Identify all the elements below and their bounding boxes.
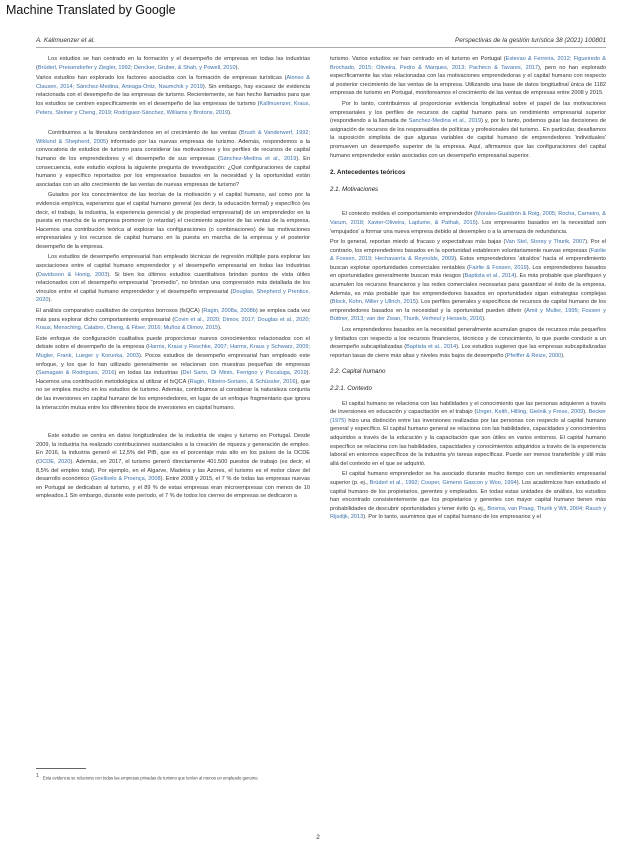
citation-link[interactable]: Van Stel, Storey y Thurik, 2007	[505, 239, 586, 246]
body-text: El análisis comparativo cualitativo de conjuntos borrosos (fsQCA) (	[36, 308, 204, 315]
body-text: ).	[583, 409, 589, 416]
paragraph	[330, 400, 606, 469]
citation-link[interactable]: Kallmuenzer, Kraus, Peters, Steiner y Cheng, 2019; Rodríguez-Sánchez, Williams y Brotons, 2019	[36, 100, 310, 116]
citation-link[interactable]: Estevao & Ferreira, 2012; Figueiredo & Brochado, 2015; Oliveira, Pedro & Marques, 2013; Pacheco & Tavares, 2017	[330, 56, 607, 71]
body-text: ), que no se emplea mucho en los estudios de turismo. Además, contribuimos al considerar la naturaleza conjunta de las inversiones en capital humano de los emprendedores, en lugar de un enfoque fragmentario que ignora la interacción mutua entre los diferentes tipos de inversiones en capital humano.	[36, 378, 310, 411]
paragraph	[36, 253, 310, 305]
body-text: ). Los perfiles generales y específicos de recursos de capital humano de los emprendedores basados en la necesidad y la oportunidad pueden diferir (	[330, 299, 606, 314]
right-column	[330, 55, 606, 524]
body-text: Varios estudios han explorado los factores asociados con la formación de empresas turísticas (	[36, 75, 287, 82]
citation-link[interactable]: Alonso & Clausen, 2014; Sánchez-Medina, Arteaga-Ortiz, Naumchik y 2019	[36, 75, 311, 90]
body-text: ).	[228, 109, 232, 116]
citation-link[interactable]: Harms, Kraus y Reschke, 2007; Harms, Kraus y Schwarz, 2009; Mugler, Frank, Lueger y Korunka, 2003	[36, 344, 310, 359]
paragraph	[330, 326, 606, 360]
paragraph	[330, 100, 606, 160]
citation-link[interactable]: Covin et al., 2020; Dimov, 2017; Douglas et al., 2020; Kraus, Mensching, Calabro, Cheng, & Filser, 2016; Muñoz & Dimov, 2015	[36, 316, 310, 332]
body-text: ). Pocos estudios de desempeño empresarial han empleado este enfoque, y los que lo han utilizado generalmente se relacionan con muestras pequeñas de empresas (	[36, 353, 310, 377]
body-text: hizo una distinción entre las inversiones realizadas por las personas con respecto al capital humano general y específico. El capital humano general se relaciona con las habilidades, capacidades y conocimientos adquiridos a través de la educación y la capacitación que son útiles en varios entornos. El capital humano específico se relaciona con las habilidades, capacidades y conocimientos adquiridos a través de la experiencia laboral en entornos específicos de la industria y/o tareas específicas. Puede ser menos transferible y útil más allá del contexto en el que se adquirió.	[330, 417, 606, 467]
left-column	[36, 55, 310, 503]
citation-link[interactable]: Brüderl et al., 1992; Cooper, Gimeno Gascon y Woo, 1994	[369, 479, 517, 486]
body-text: Contribuimos a la literatura centrándonos en el crecimiento de las ventas (	[48, 130, 241, 137]
paragraph	[36, 55, 310, 72]
citation-link[interactable]: Sanchez-Medina et al., 2019	[408, 118, 482, 125]
citation-link[interactable]: Brush & Vanderwerf, 1992; Wiklund & Shepherd, 2005	[36, 130, 311, 145]
footnote-text: Esta evidencia se relaciona con todas las empresas privadas de turismo que tenían al menos un empleado genuino.	[42, 775, 259, 781]
citation-link[interactable]: Davidsson & Honig, 2003	[37, 271, 108, 278]
body-text: ).	[48, 297, 52, 304]
body-text: ) en todas las industrias (	[114, 370, 183, 377]
body-text: Los emprendedores basados en la necesidad generalmente acumulan grupos de recursos más pequeños y limitados con respecto a los recursos financieros, técnicos y de conocimiento, lo que puede conducir a un desempeño subcapitalizadas (	[330, 327, 606, 351]
subsection-heading: 2.2. Capital humano	[330, 368, 386, 376]
citation-link[interactable]: Becker (1975)	[330, 409, 606, 424]
paragraph	[36, 335, 310, 412]
citation-link[interactable]: Block, Kohn, Miller y Ullrich, 2015	[331, 299, 416, 306]
running-header-journal: Perspectivas de la gestión turística 38 (2021) 100801	[455, 37, 606, 44]
paragraph	[36, 432, 310, 501]
citation-link[interactable]: Fairlie & Fossen, 2019; Hechavarría & Reynolds, 2009	[330, 247, 606, 263]
body-text: El capital humano se relaciona con las habilidades y el conocimiento que las personas adquieren a través de inversiones en educación y capacitación en el trabajo (	[330, 400, 606, 416]
citation-link[interactable]: Unger, Keith, Hilling, Gielnik y Frese, 2009	[476, 409, 584, 416]
citation-link[interactable]: Sánchez-Medina et al., 2019	[219, 155, 297, 162]
footnote	[36, 773, 286, 781]
body-text: ). Los estudios sugieren que las empresas subcapitalizadas reportan tasas de cierre más altas y niveles más bajos de desempeño (	[330, 344, 606, 359]
paragraph	[36, 74, 310, 117]
citation-link[interactable]: Ragin, Ribeiro-Soriano, & Schüssler, 2016	[189, 378, 296, 385]
body-text: Por lo general, reportan miedo al fracaso y expectativas más bajas (	[330, 239, 506, 246]
body-text: Los estudios de desempeño empresarial han empleado técnicas de regresión múltiple para explorar las asociaciones entre el capital humano emprendedor y el desempeño empresarial en todas las industrias (	[36, 254, 310, 278]
body-text: ), pero no han explorado específicamente las vías relacionadas con las motivaciones emprendedoras y el capital humano con respecto al posterior crecimiento de las ventas de la empresa. Utilizando una base de datos longitudinal única de 1182 empresas de turismo en Portugal, monitoreamos el crecimiento de las ventas de empresas entre 2008 y 2015.	[330, 64, 607, 97]
paragraph	[36, 307, 310, 333]
body-text: ) se emplea cada vez más para explorar dicho comportamiento empresarial (	[36, 308, 310, 323]
citation-link[interactable]: Samagaio & Rodrigues, 2016	[37, 370, 115, 377]
paragraph	[36, 129, 310, 189]
body-text: ).	[235, 64, 240, 71]
body-text: Este estudio se centra en datos longitudinales de la industria de viajes y turismo en Portugal. Desde 2009, la industria ha realizado contribuciones sustanciales a la creación de riqueza y generación de empleo. En 2016, la industria generó el 12,5% del PIB, que es el porcentaje más alto en los países de la OCDE (	[36, 433, 310, 465]
machine-translation-banner: Machine Translated by Google	[6, 3, 176, 17]
body-text: ). En consecuencia, este estudio explora la siguiente pregunta de investigación: ¿Qué configuraciones de capital humano y específico reportados por los empresarios basados en la necesidad y la oportunidad están asociadas con un alto crecimiento de las ventas de nuevas empresas de turismo?	[36, 155, 310, 188]
body-text: ). Sin embargo, hay escasez de evidencia relacionada con el desempeño de las empresas de turismo. Recientemente, se han hecho llamados para que los estudios se centren específicamente en el desempeño de las empresas de turismo (	[36, 83, 310, 107]
body-text: Los estudios se han centrado en la formación y el desempeño de empresas en todas las industrias (	[36, 56, 310, 71]
citation-link[interactable]: Brüderl, Preisendorfer y Ziegler, 1992; Dencker, Gruber, & Shah, y Powell, 2010	[37, 64, 236, 71]
body-text: ). Estos emprendedores 'atraídos' hacia el emprendimiento buscan explotar oportunidades comerciales rentables (	[330, 256, 606, 271]
paragraph	[330, 238, 606, 324]
body-text: turismo. Varios estudios se han centrado en el turismo en Portugal (	[330, 56, 506, 62]
body-text: ). Los empresarios basados en la necesidad son 'empujados' a formar una nueva empresa debido al desempleo o a la amenaza de redundancia.	[330, 219, 607, 235]
citation-link[interactable]: Douglas, Shepherd y Prentice, 2020	[36, 288, 311, 304]
body-text: ). Además, en 2017, el turismo generó directamente 401.500 puestos de trabajo (es decir, el 8,5% del empleo total). Por ejemplo, en el Algarve, Madeira y las Azores, el turismo es el motor clave del desarrollo económico (	[36, 458, 310, 483]
citation-link[interactable]: Amit y Muller, 1995; Fossen y Büttner, 2013; van der Zwan, Thurik, Verheul y Hessels, 2016	[330, 307, 606, 323]
body-text: Este enfoque de configuración cualitativa puede proporcionar nuevos conocimientos relacionados con el debate sobre el desempeño de la empresa (	[36, 335, 310, 351]
citation-link[interactable]: Del Sarto, Di Minin, Ferrigno y Piccaluga, 2019	[182, 370, 307, 377]
citation-link[interactable]: Pfeiffer & Reize, 2000	[506, 352, 562, 359]
subsection-heading: 2.1. Motivaciones	[330, 185, 379, 193]
body-text: ). Es más probable que planifiquen y acumulen los recursos financieros y las redes comerciales necesarias para garantizar el éxito de la empresa. Además, es más probable que los emprendedores basados en oportunidades sigan estrategias complejas (	[330, 273, 606, 306]
citation-link[interactable]: Baptista et al., 2014	[406, 344, 457, 351]
body-text: ). Por lo tanto, asumimos que el capital humano de los empresarios y el	[363, 514, 541, 521]
citation-link[interactable]: Bosma, van Praag, Thurik y Wit, 2004; Rauch y Rijsdijk, 2013	[330, 505, 606, 521]
body-text: ). Los emprendedores basados en oportunidades generalmente buscan más riesgos (	[330, 264, 606, 280]
body-text: ).	[561, 352, 565, 359]
body-text: ) informado por las nuevas empresas de turismo. Además, respondemos a la convocatoria de estudios de turismo para considerar las motivaciones y los perfiles de recursos de capital humano de los emprendedores y el desempeño de sus empresas (	[36, 138, 310, 162]
page-number: 2	[316, 834, 320, 841]
paragraph	[36, 191, 310, 251]
citation-link[interactable]: Goelloelo & Proença, 2008	[93, 476, 161, 483]
section-heading: 2. Antecedentes teóricos	[330, 169, 406, 177]
body-text: ). Entre 2008 y 2015, el 7 % de todas las empresas nuevas en Portugal se dedicaban al turismo, y el 89 % de estas empresas eran microempresas con menos de 10 empleados.1 Sin embargo, durante este período, el 7 % de todos los cierres de empresas se dedicaron a	[36, 476, 310, 500]
body-text: ). Hacemos una contribución metodológica al utilizar el fsQCA (	[36, 370, 310, 385]
footnote-rule	[36, 768, 86, 769]
citation-link[interactable]: OCDE, 2020	[37, 458, 71, 465]
subsection-heading: 2.2.1. Contexto	[330, 385, 372, 392]
body-text: El capital humano emprendedor se ha asociado durante mucho tiempo con un rendimiento empresarial superior (p. ej.,	[330, 471, 606, 486]
body-text: ). Si bien los últimos estudios cuantitativos brindan puntos de vista útiles relacionados con el desempeño empresarial "promedio", no brindan una comprensión más detallada de los vínculos entre el capital humano emprendedor y el desempeño empresarial (	[36, 271, 310, 295]
body-text: ).	[218, 325, 222, 332]
running-header-authors: A. Kallmuenzer et al.	[36, 37, 95, 44]
header-rule	[36, 47, 606, 48]
footnote-marker: 1	[36, 773, 39, 779]
citation-link[interactable]: Ragin, 2008a, 2008b	[203, 308, 256, 315]
body-text: ). Por el contrario, los emprendedores basados en la oportunidad establecen voluntariamente nuevas empresas (	[330, 239, 606, 254]
body-text: ). Los académicos han estudiado el capital humano de los propietarios, gerentes y empleados. En todas estas unidades de análisis, los estudios han encontrado consistentemente que los propietarios y gerentes con mayor capital humano tienen más probabilidades de descubrir oportunidades y tener éxito (p. ej.,	[330, 479, 606, 512]
body-text: Por lo tanto, contribuimos al proporcionar evidencia longitudinal sobre el papel de las motivaciones empresariales y los perfiles de recursos de capital humano para un rendimiento empresarial superior (respondiendo a la llamada de	[330, 100, 606, 125]
paragraph	[330, 210, 606, 236]
citation-link[interactable]: Morales-Gualdrón & Roig, 2005; Rocha, Carneiro, & Varum, 2018; Xavier-Oliveira, Laplume, & Pathak, 2015	[330, 211, 607, 226]
paragraph	[330, 55, 606, 98]
citation-link[interactable]: Fairlie & Fossen, 2019	[468, 264, 527, 271]
paragraph	[330, 470, 606, 522]
body-text: ).	[482, 316, 486, 323]
citation-link[interactable]: Baptista et al., 2014	[464, 273, 515, 280]
body-text: El contexto moldea el comportamiento emprendedor (	[342, 211, 477, 218]
body-text: Guiados por los conocimientos de las teorías de la motivación y el capital humano, así como por la evidencia empírica, esperamos que el capital humano general (es decir, la educación formal) y específico (es decir, el trabajo, la industria, la experiencia gerencial y de propiedad empresarial) de un emprendedor en la puesta en marcha de la empresa promover (o retardar) el crecimiento superior de las ventas de la empresa. Hacemos una contribución teórica al explorar las configuraciones (o combinaciones) de las motivaciones empresariales y los recursos de capital humano en la puesta en marcha de la empresa y el posterior desempeño de la empresa.	[36, 192, 310, 250]
body-text: ) y, por lo tanto, podemos guiar las decisiones de asignación de recursos de los responsables de políticas y profesionales del turismo.. En particular, desafiamos la suposición simplista de que algunas variables de capital humano de emprendedores 'individuales' promueven un desempeño superior de la empresa. Aquí, afirmamos que las configuraciones del capital humano emprendedor están asociadas con un desempeño empresarial superior.	[330, 118, 606, 159]
